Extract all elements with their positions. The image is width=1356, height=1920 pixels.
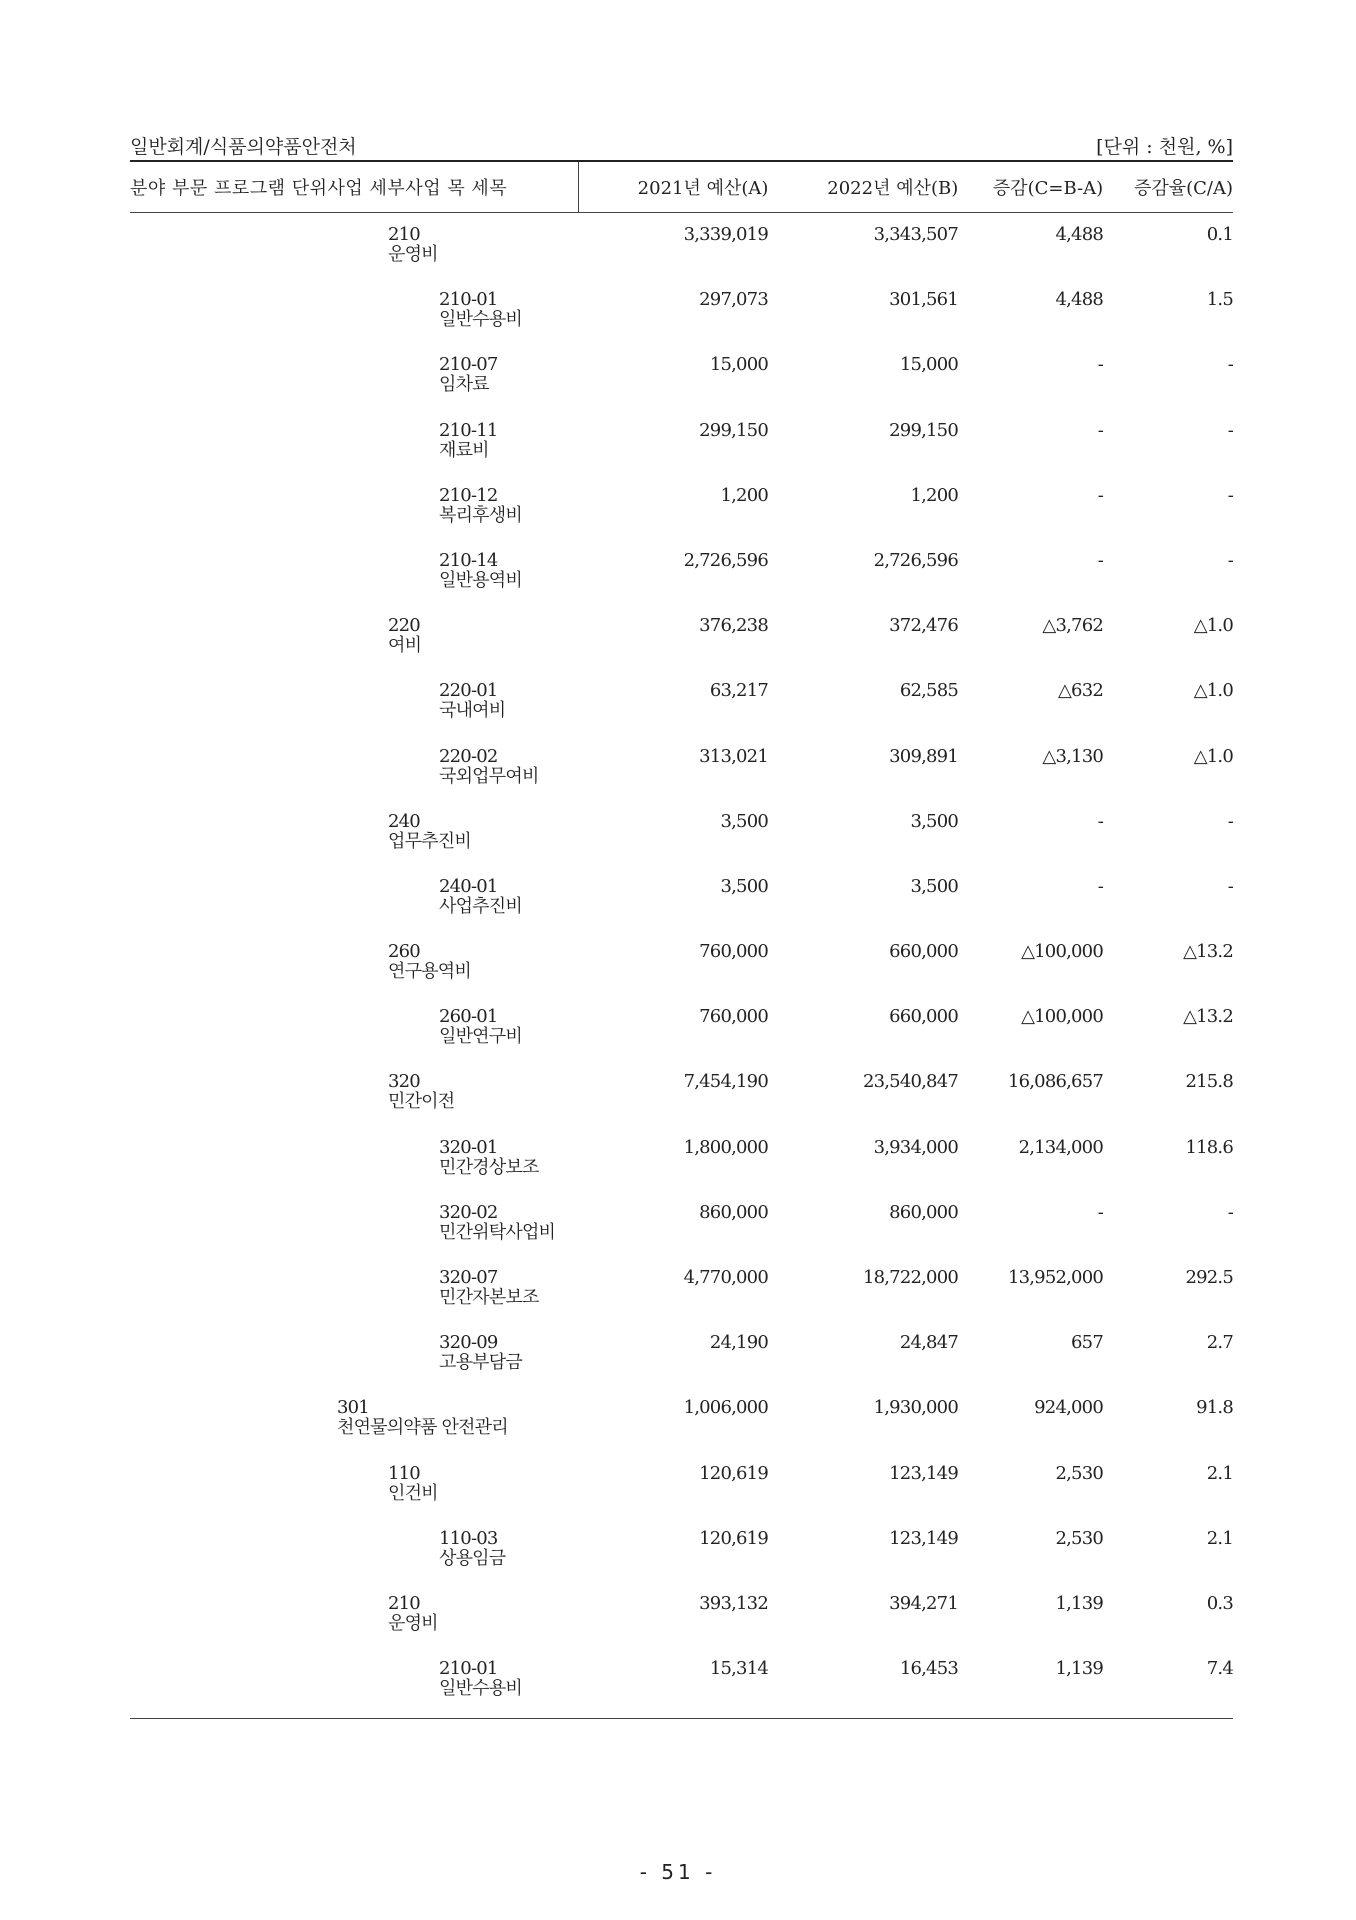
row-name: 일반연구비	[439, 1026, 522, 1048]
value-2022: 860,000	[889, 1201, 958, 1223]
row-label-cell	[130, 1266, 578, 1331]
row-label	[439, 1659, 522, 1699]
row-label-cell	[130, 679, 578, 744]
value-2022: 3,934,000	[873, 1136, 958, 1158]
row-label-cell	[130, 614, 578, 679]
row-code: 210-11	[439, 419, 498, 441]
value-2021: 376,238	[699, 615, 768, 637]
header-change: 증감(C=B-A)	[992, 178, 1104, 199]
value-2021: 3,500	[720, 810, 768, 832]
value-change: 2,530	[1055, 1527, 1103, 1549]
table-row	[130, 1005, 1233, 1070]
value-change: 2,530	[1055, 1462, 1103, 1484]
value-change: 13,952,000	[1007, 1267, 1103, 1288]
row-name: 상용임금	[439, 1547, 506, 1569]
table-row	[130, 1331, 1233, 1396]
row-label	[439, 551, 522, 591]
row-name: 운영비	[388, 244, 438, 265]
table-row	[130, 1592, 1233, 1657]
value-rate: 2.1	[1206, 1527, 1233, 1549]
row-name: 천연물의약품 안전관리	[337, 1417, 508, 1439]
value-2022: 309,891	[889, 745, 958, 767]
value-change: 1,139	[1055, 1592, 1103, 1614]
value-change: -	[1097, 354, 1103, 376]
row-label-cell	[130, 1462, 578, 1527]
value-rate: -	[1227, 549, 1233, 571]
table-row	[130, 353, 1233, 418]
row-label-cell	[130, 1592, 578, 1657]
row-label-cell	[130, 1136, 578, 1201]
value-2022: 15,000	[899, 354, 958, 376]
value-2022: 660,000	[889, 941, 958, 963]
row-label	[388, 1464, 438, 1504]
row-label	[439, 681, 505, 721]
value-2022: 2,726,596	[873, 549, 958, 571]
row-label	[439, 877, 522, 917]
row-label-cell	[130, 484, 578, 549]
row-label	[388, 1594, 438, 1634]
value-change: △3,130	[1042, 745, 1103, 767]
value-rate: 0.1	[1206, 224, 1233, 245]
row-label-cell	[130, 1527, 578, 1592]
value-2021: 299,150	[699, 419, 768, 441]
table-caption	[130, 130, 1233, 160]
value-change: △3,762	[1042, 615, 1103, 637]
value-change: -	[1097, 1201, 1103, 1223]
row-label	[439, 1138, 539, 1178]
row-name: 민간경상보조	[439, 1156, 539, 1178]
value-rate: -	[1227, 354, 1233, 376]
value-rate: 118.6	[1185, 1136, 1233, 1158]
row-code: 320-09	[439, 1332, 498, 1354]
table-row	[130, 745, 1233, 810]
value-2022: 660,000	[889, 1006, 958, 1028]
row-name: 민간자본보조	[439, 1287, 539, 1308]
row-name: 복리후생비	[439, 504, 522, 526]
row-label-cell	[130, 810, 578, 875]
value-2022: 301,561	[889, 289, 958, 311]
table-header	[130, 162, 1233, 212]
row-label	[388, 812, 471, 852]
value-2021: 393,132	[699, 1592, 768, 1614]
value-change: 4,488	[1055, 224, 1103, 245]
account-title: 일반회계/식품의약품안전처	[130, 135, 357, 158]
table-row	[130, 810, 1233, 875]
row-label-cell	[130, 1201, 578, 1266]
table-row	[130, 223, 1233, 288]
value-2021: 63,217	[709, 680, 768, 702]
table-body	[130, 213, 1233, 1722]
table-row	[130, 549, 1233, 614]
value-2021: 1,200	[720, 484, 768, 506]
row-label	[439, 355, 498, 395]
row-name: 국외업무여비	[439, 765, 539, 787]
row-name: 고용부담금	[439, 1352, 522, 1374]
row-code: 210	[388, 1592, 420, 1614]
row-label-cell	[130, 353, 578, 418]
row-label	[439, 290, 522, 330]
value-2022: 62,585	[899, 680, 958, 702]
row-label	[439, 1529, 505, 1569]
row-code: 220	[388, 615, 420, 637]
value-2021: 4,770,000	[683, 1267, 768, 1288]
row-name: 일반용역비	[439, 569, 522, 591]
row-label	[439, 1333, 522, 1373]
value-change: △100,000	[1021, 941, 1103, 963]
row-code: 210-01	[439, 1658, 498, 1680]
row-label-cell	[130, 1657, 578, 1722]
value-rate: -	[1227, 810, 1233, 832]
table-row	[130, 484, 1233, 549]
row-code: 240	[388, 810, 420, 832]
table-row	[130, 1527, 1233, 1592]
value-change: 16,086,657	[1007, 1071, 1103, 1093]
value-change: 924,000	[1034, 1397, 1103, 1419]
row-label-cell	[130, 419, 578, 484]
value-rate: 0.3	[1206, 1592, 1233, 1614]
value-change: 2,134,000	[1018, 1136, 1103, 1158]
value-2021: 2,726,596	[683, 549, 768, 571]
value-2021: 120,619	[699, 1462, 768, 1484]
value-2022: 123,149	[889, 1527, 958, 1549]
value-2021: 3,500	[720, 875, 768, 897]
table-row	[130, 1136, 1233, 1201]
row-label	[439, 1007, 522, 1047]
value-change: -	[1097, 810, 1103, 832]
header-rate: 증감율(C/A)	[1133, 178, 1233, 199]
value-2021: 3,339,019	[683, 224, 768, 245]
row-code: 210-01	[439, 289, 498, 311]
row-code: 220-02	[439, 745, 498, 767]
value-change: -	[1097, 875, 1103, 897]
row-name: 연구용역비	[388, 961, 471, 983]
row-name: 민간위탁사업비	[439, 1221, 556, 1243]
value-change: -	[1097, 419, 1103, 441]
row-label-cell	[130, 745, 578, 810]
row-label	[439, 486, 522, 526]
value-2022: 3,500	[910, 875, 958, 897]
value-rate: △1.0	[1193, 745, 1233, 767]
row-code: 210-12	[439, 484, 498, 506]
row-label-cell	[130, 549, 578, 614]
value-2022: 23,540,847	[862, 1071, 958, 1093]
row-name: 사업추진비	[439, 895, 522, 917]
row-name: 재료비	[439, 439, 489, 461]
row-label-cell	[130, 1331, 578, 1396]
row-name: 인건비	[388, 1482, 438, 1504]
row-label	[439, 1268, 539, 1308]
value-change: △100,000	[1021, 1006, 1103, 1028]
value-rate: 7.4	[1206, 1658, 1233, 1680]
row-code: 210-07	[439, 354, 498, 376]
row-name: 여비	[388, 635, 422, 657]
value-rate: △13.2	[1183, 941, 1233, 963]
value-rate: 2.7	[1206, 1332, 1233, 1354]
value-rate: 2.1	[1206, 1462, 1233, 1484]
row-label	[439, 747, 539, 787]
row-label-cell	[130, 223, 578, 288]
budget-page	[130, 130, 1233, 1722]
value-2021: 15,000	[709, 354, 768, 376]
value-rate: -	[1227, 1201, 1233, 1223]
value-2021: 1,006,000	[683, 1397, 768, 1419]
table-bottom-rule	[130, 1718, 1233, 1719]
value-rate: -	[1227, 875, 1233, 897]
row-label-cell	[130, 875, 578, 940]
table-row	[130, 679, 1233, 744]
header-label: 분야 부문 프로그램 단위사업 세부사업 목 세목	[130, 162, 579, 212]
row-code: 260-01	[439, 1006, 498, 1028]
value-change: 1,139	[1055, 1658, 1103, 1680]
value-2022: 24,847	[899, 1332, 958, 1354]
value-2021: 7,454,190	[683, 1071, 768, 1093]
row-label	[337, 1398, 508, 1438]
value-change: -	[1097, 549, 1103, 571]
value-2022: 123,149	[889, 1462, 958, 1484]
value-2022: 372,476	[889, 615, 958, 637]
row-code: 210-14	[439, 549, 498, 571]
value-rate: 91.8	[1196, 1397, 1233, 1419]
row-name: 국내여비	[439, 700, 506, 722]
value-rate: △13.2	[1183, 1006, 1233, 1028]
row-label	[439, 1203, 555, 1243]
row-label	[388, 1072, 454, 1112]
value-2021: 860,000	[699, 1201, 768, 1223]
value-2022: 299,150	[889, 419, 958, 441]
value-rate: -	[1227, 484, 1233, 506]
value-2021: 15,314	[709, 1658, 768, 1680]
table-row	[130, 875, 1233, 940]
table-row	[130, 288, 1233, 353]
value-2022: 1,200	[910, 484, 958, 506]
table-row	[130, 1396, 1233, 1461]
page-number: - 51 -	[639, 1860, 717, 1884]
value-2021: 313,021	[699, 745, 768, 767]
value-2021: 1,800,000	[683, 1136, 768, 1158]
row-code: 301	[337, 1397, 369, 1419]
value-change: 657	[1071, 1332, 1103, 1354]
row-label-cell	[130, 940, 578, 1005]
row-name: 운영비	[388, 1612, 438, 1634]
row-code: 260	[388, 941, 420, 963]
row-code: 110	[388, 1462, 420, 1484]
value-rate: 292.5	[1185, 1267, 1233, 1288]
table-row	[130, 1201, 1233, 1266]
table-row	[130, 1657, 1233, 1722]
value-rate: 1.5	[1206, 289, 1233, 311]
row-label	[439, 421, 498, 461]
value-rate: △1.0	[1193, 615, 1233, 637]
row-code: 240-01	[439, 875, 498, 897]
value-2021: 760,000	[699, 941, 768, 963]
value-change: 4,488	[1055, 289, 1103, 311]
value-change: -	[1097, 484, 1103, 506]
value-2022: 1,930,000	[873, 1397, 958, 1419]
row-name: 일반수용비	[439, 1678, 522, 1700]
value-2022: 3,500	[910, 810, 958, 832]
table-row	[130, 1266, 1233, 1331]
row-code: 320-01	[439, 1136, 498, 1158]
value-2022: 394,271	[889, 1592, 958, 1614]
value-2022: 18,722,000	[862, 1267, 958, 1288]
value-rate: △1.0	[1193, 680, 1233, 702]
table-row	[130, 1070, 1233, 1135]
row-label-cell	[130, 1396, 578, 1461]
value-2021: 120,619	[699, 1527, 768, 1549]
value-2022: 3,343,507	[873, 224, 958, 245]
row-label	[388, 616, 421, 656]
header-2022: 2022년 예산(B)	[827, 178, 959, 199]
row-code: 220-01	[439, 680, 498, 702]
row-label-cell	[130, 1070, 578, 1135]
row-name: 업무추진비	[388, 830, 471, 852]
table-row	[130, 1462, 1233, 1527]
value-2021: 24,190	[709, 1332, 768, 1354]
header-2021: 2021년 예산(A)	[637, 178, 769, 199]
table-row	[130, 419, 1233, 484]
value-2021: 760,000	[699, 1006, 768, 1028]
row-label-cell	[130, 1005, 578, 1070]
value-2021: 297,073	[699, 289, 768, 311]
value-change: △632	[1058, 680, 1103, 702]
unit-label: [단위 : 천원, %]	[1096, 135, 1233, 158]
value-2022: 16,453	[899, 1658, 958, 1680]
row-name: 민간이전	[388, 1091, 455, 1113]
row-name: 임차료	[439, 374, 489, 396]
row-label	[388, 225, 438, 265]
table-row	[130, 614, 1233, 679]
row-name: 일반수용비	[439, 309, 522, 331]
table-row	[130, 940, 1233, 1005]
value-rate: -	[1227, 419, 1233, 441]
row-code: 320-02	[439, 1201, 498, 1223]
row-code: 320	[388, 1071, 420, 1093]
value-rate: 215.8	[1185, 1071, 1233, 1093]
row-code: 210	[388, 224, 420, 245]
row-label	[388, 942, 471, 982]
row-code: 110-03	[439, 1527, 498, 1549]
row-label-cell	[130, 288, 578, 353]
row-code: 320-07	[439, 1267, 498, 1288]
